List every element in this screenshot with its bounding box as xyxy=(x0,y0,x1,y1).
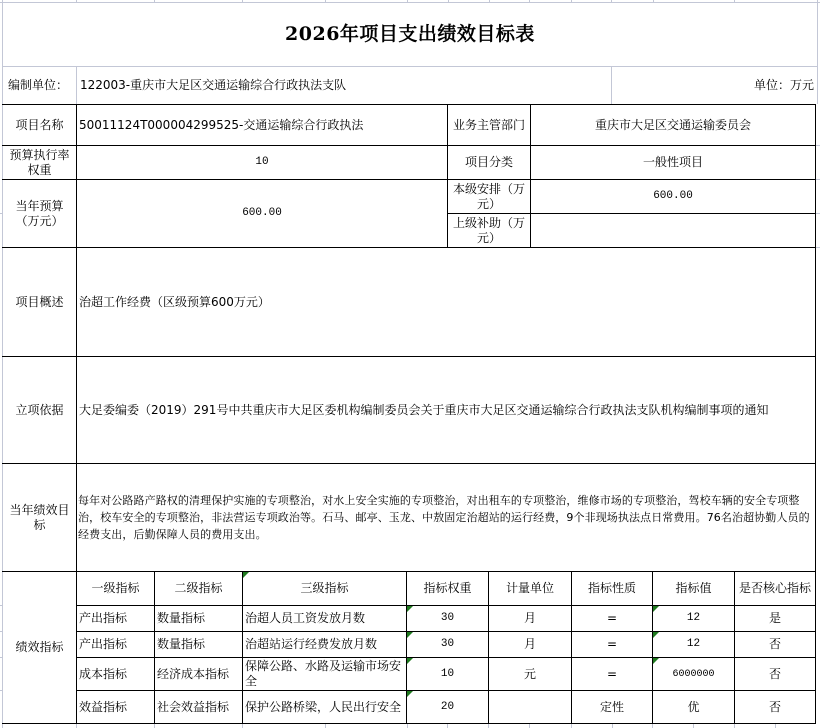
gridline xyxy=(0,690,2,691)
org-value-text: 122003-重庆市大足区交通运输综合行政执法支队 xyxy=(80,78,347,92)
column-header-level3 xyxy=(243,572,406,605)
cell-level2 xyxy=(155,691,242,723)
cell-level2 xyxy=(155,606,242,631)
cell-text: 否 xyxy=(768,699,781,714)
project-name-value-text: 50011124T000004299525-交通运输综合行政执法 xyxy=(79,117,364,132)
gridline xyxy=(0,605,2,606)
cell-nature xyxy=(572,606,652,631)
cell-level1 xyxy=(77,632,154,657)
cell-level2 xyxy=(155,658,242,690)
gridline xyxy=(0,657,2,658)
column-header-text: 是否核心指标 xyxy=(738,581,811,595)
cell-text: 10 xyxy=(440,667,455,680)
text-number-flag-icon xyxy=(407,606,413,612)
cell-nature xyxy=(572,632,652,657)
gridline xyxy=(816,145,820,146)
overview-label xyxy=(3,248,76,356)
cell-level1 xyxy=(77,606,154,631)
cell-text: 月 xyxy=(523,611,536,625)
annual-goal-value xyxy=(77,464,815,571)
project-name-label xyxy=(3,105,76,145)
superior-subsidy-value xyxy=(531,214,815,247)
basis-label-text: 立项依据 xyxy=(15,402,64,417)
department-label-text: 业务主管部门 xyxy=(452,117,525,132)
column-header-weight xyxy=(407,572,488,605)
page-title-text: 2026年项目支出绩效目标表 xyxy=(285,23,535,45)
cell-weight xyxy=(407,691,488,723)
execution-weight-label xyxy=(3,146,76,179)
org-value xyxy=(77,67,611,104)
annual-goal-value-text: 每年对公路路产路权的清理保护实施的专项整治，对水上安全实施的专项整治，对出租车的专项整治，维修市场的专项整治，驾校车辆的安全专项整治，校车安全的专项整治，非法营运专项政治等。石马、邮亭、玉龙、中敖固定治超站的运行经费，9个非现场执法点日常费用。76名治超协勤人员的经费支出，后勤保障人员的费用支出。 xyxy=(78,494,810,541)
gridline xyxy=(612,724,613,728)
basis-label xyxy=(3,357,76,463)
cell-text: 否 xyxy=(768,637,781,651)
gridline xyxy=(407,724,408,728)
cell-text: 治超站运行经费发放月数 xyxy=(245,637,378,651)
cell-text: = xyxy=(606,637,618,651)
gridline xyxy=(242,724,243,728)
column-header-value xyxy=(653,572,734,605)
annual-goal-label xyxy=(3,464,76,571)
cell-text: 保障公路、水路及运输市场安全 xyxy=(245,659,402,688)
category-label-text: 项目分类 xyxy=(464,155,513,169)
column-header-core xyxy=(735,572,815,605)
column-header-text: 计量单位 xyxy=(505,581,554,595)
unit-label xyxy=(612,67,817,104)
local-funding-value-text: 600.00 xyxy=(653,190,693,202)
cell-text: 12 xyxy=(686,612,701,624)
gridline xyxy=(817,0,818,104)
cell-text: 20 xyxy=(440,700,455,713)
gridline xyxy=(775,724,776,728)
cell-text: 30 xyxy=(440,612,455,624)
gridline xyxy=(0,631,2,632)
cell-unit xyxy=(489,658,571,690)
cell-text: 月 xyxy=(523,637,536,651)
cell-unit xyxy=(489,691,571,723)
column-header-text: 指标值 xyxy=(675,581,712,595)
cell-text: 效益指标 xyxy=(79,699,128,714)
gridline xyxy=(816,179,820,180)
gridline xyxy=(693,724,694,728)
column-header-text: 指标权重 xyxy=(423,581,472,595)
local-funding-value xyxy=(531,180,815,213)
cell-nature xyxy=(572,658,652,690)
gridline xyxy=(816,213,820,214)
cell-core xyxy=(735,658,815,690)
page-title xyxy=(3,3,817,66)
local-funding-label xyxy=(448,180,530,213)
project-name-label-text: 项目名称 xyxy=(15,117,64,132)
text-number-flag-icon xyxy=(407,691,413,697)
cell-text: 是 xyxy=(768,611,781,625)
cell-weight xyxy=(407,632,488,657)
gridline xyxy=(734,724,735,728)
overview-label-text: 项目概述 xyxy=(15,294,64,309)
cell-value xyxy=(653,658,734,690)
text-number-flag-icon xyxy=(243,572,249,578)
cell-text: 社会效益指标 xyxy=(157,699,230,714)
text-number-flag-icon xyxy=(407,632,413,638)
column-header-level2 xyxy=(155,572,242,605)
basis-value-text: 大足委编委（2019）291号中共重庆市大足区委机构编制委员会关于重庆市大足区交通运输综合行政执法支队机构编制事项的通知 xyxy=(79,402,769,417)
cell-text: 6000000 xyxy=(672,668,715,680)
gridline xyxy=(529,724,530,728)
annual-budget-value xyxy=(77,180,447,247)
unit-label-text: 单位：万元 xyxy=(753,78,814,92)
category-value xyxy=(531,146,815,179)
text-number-flag-icon xyxy=(407,658,413,664)
superior-subsidy-label-text: 上级补助（万元） xyxy=(452,215,525,245)
indicators-label-text: 绩效指标 xyxy=(15,640,64,654)
text-number-flag-icon xyxy=(653,658,659,664)
column-header-text: 三级指标 xyxy=(300,581,349,595)
indicators-label xyxy=(3,572,76,723)
gridline xyxy=(652,724,653,728)
cell-level3 xyxy=(243,632,406,657)
cell-core xyxy=(735,632,815,657)
cell-unit xyxy=(489,632,571,657)
cell-level2 xyxy=(155,632,242,657)
cell-value xyxy=(653,632,734,657)
local-funding-label-text: 本级安排（万元） xyxy=(452,181,525,211)
cell-text: 产出指标 xyxy=(79,611,128,625)
column-header-level1 xyxy=(77,572,154,605)
cell-weight xyxy=(407,658,488,690)
cell-text: = xyxy=(606,666,618,681)
gridline xyxy=(816,247,820,248)
gridline xyxy=(447,724,448,728)
department-label xyxy=(448,105,530,145)
department-value xyxy=(531,105,815,145)
cell-text: 数量指标 xyxy=(157,637,206,651)
column-header-unit xyxy=(489,572,571,605)
overview-value-text: 治超工作经费（区级预算600万元） xyxy=(79,294,270,309)
gridline xyxy=(154,724,155,728)
text-number-flag-icon xyxy=(653,632,659,638)
execution-weight-value-text: 10 xyxy=(255,156,269,168)
column-header-nature xyxy=(572,572,652,605)
execution-weight-label-text: 预算执行率权重 xyxy=(9,147,70,177)
cell-core xyxy=(735,606,815,631)
cell-text: 产出指标 xyxy=(79,637,128,651)
cell-level1 xyxy=(77,691,154,723)
cell-text: 12 xyxy=(686,638,701,650)
gridline xyxy=(571,724,572,728)
cell-text: 数量指标 xyxy=(157,611,206,625)
column-header-text: 指标性质 xyxy=(587,581,636,595)
cell-text: 优 xyxy=(687,699,700,714)
column-header-text: 一级指标 xyxy=(91,581,140,595)
execution-weight-value xyxy=(77,146,447,179)
cell-level1 xyxy=(77,658,154,690)
gridline xyxy=(488,724,489,728)
annual-goal-label-text: 当年绩效目标 xyxy=(9,502,70,532)
border-line xyxy=(815,104,816,724)
text-number-flag-icon xyxy=(653,606,659,612)
cell-text: 定性 xyxy=(599,699,624,714)
border-line xyxy=(2,723,816,724)
gridline xyxy=(325,724,326,728)
annual-budget-label-text: 当年预算（万元） xyxy=(15,198,64,228)
cell-value xyxy=(653,606,734,631)
gridline xyxy=(0,213,2,214)
category-label xyxy=(448,146,530,179)
cell-value xyxy=(653,691,734,723)
org-label xyxy=(3,67,76,104)
column-header-text: 二级指标 xyxy=(174,581,223,595)
basis-value xyxy=(77,357,815,463)
cell-text: 元 xyxy=(523,666,536,681)
cell-text: 否 xyxy=(768,666,781,681)
cell-text: 保护公路桥梁，人民出行安全 xyxy=(245,699,402,714)
annual-budget-value-text: 600.00 xyxy=(242,207,282,219)
cell-text: 30 xyxy=(440,638,455,650)
cell-level3 xyxy=(243,658,406,690)
department-value-text: 重庆市大足区交通运输委员会 xyxy=(594,117,751,132)
cell-unit xyxy=(489,606,571,631)
cell-level3 xyxy=(243,606,406,631)
cell-core xyxy=(735,691,815,723)
org-label-text: 编制单位： xyxy=(8,78,69,92)
superior-subsidy-label xyxy=(448,214,530,247)
gridline xyxy=(76,724,77,728)
cell-weight xyxy=(407,606,488,631)
project-name-value xyxy=(77,105,447,145)
cell-text: = xyxy=(606,611,618,625)
cell-text: 治超人员工资发放月数 xyxy=(245,611,366,625)
annual-budget-label xyxy=(3,180,76,247)
cell-level3 xyxy=(243,691,406,723)
overview-value xyxy=(77,248,815,356)
cell-text: 成本指标 xyxy=(79,666,128,681)
cell-text: 经济成本指标 xyxy=(157,666,230,681)
category-value-text: 一般性项目 xyxy=(642,155,703,169)
cell-nature xyxy=(572,691,652,723)
